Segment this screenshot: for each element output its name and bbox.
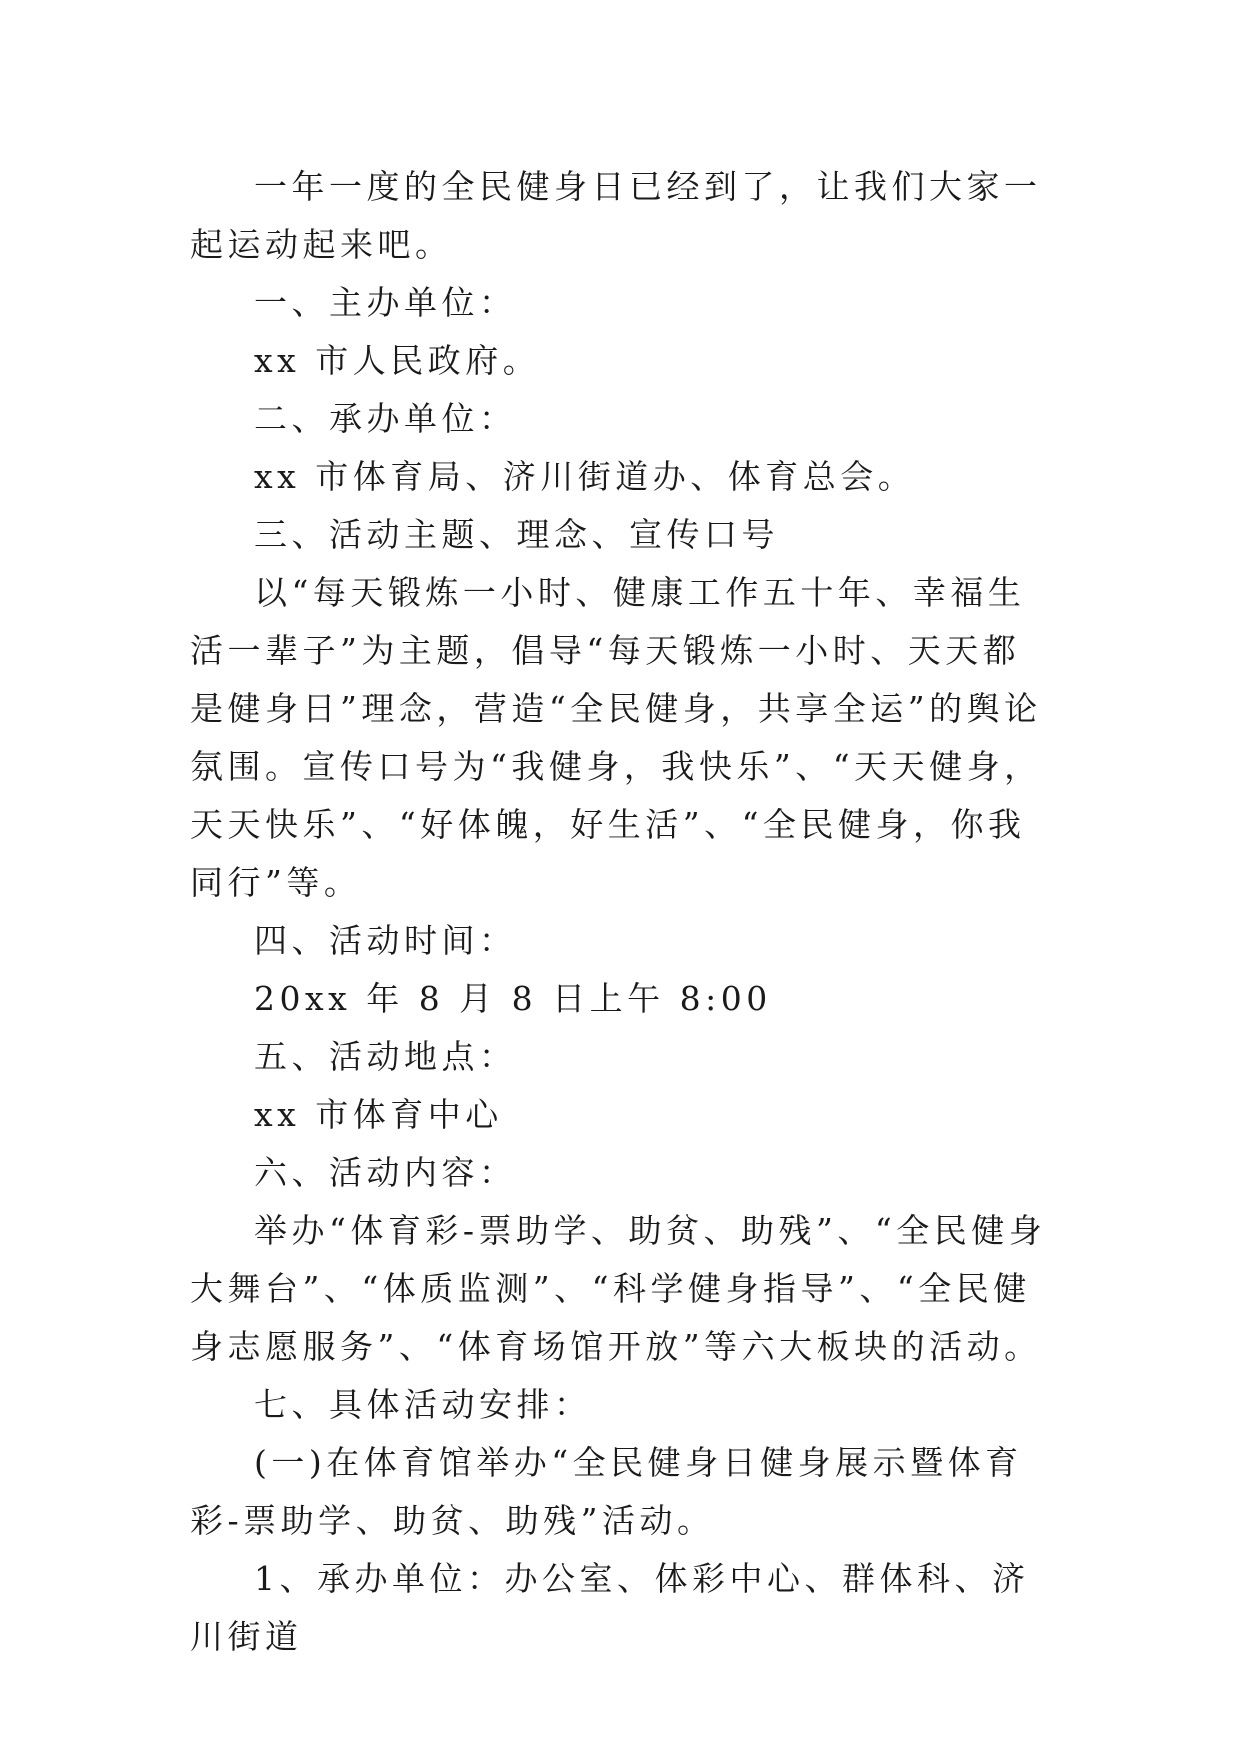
arrangement-item-1: (一)在体育馆举办“全民健身日健身展示暨体育彩-票助学、助贫、助残”活动。: [190, 1443, 1023, 1540]
section-heading-location: 五、活动地点：: [254, 1037, 517, 1076]
section-heading-theme: 三、活动主题、理念、宣传口号: [254, 515, 779, 554]
content-paragraph: 举办“体育彩-票助学、助贫、助残”、“全民健身大舞台”、“体质监测”、“科学健身指导”、“全民健身志愿服务”、“体育场馆开放”等六大板块的活动。: [190, 1211, 1047, 1366]
location-value: xx 市体育中心: [254, 1095, 503, 1134]
theme-paragraph: 以“每天锻炼一小时、健康工作五十年、幸福生活一辈子”为主题，倡导“每天锻炼一小时、天天都是健身日”理念，营造“全民健身，共享全运”的舆论氛围。宣传口号为“我健身，我快乐”、“天天健身，天天快乐”、“好体魄，好生活”、“全民健身，你我同行”等。: [190, 573, 1042, 902]
section-heading-arrangement: 七、具体活动安排：: [254, 1385, 592, 1424]
section-heading-content: 六、活动内容：: [254, 1153, 517, 1192]
document-body: [190, 158, 1050, 1666]
section-heading-time: 四、活动时间：: [254, 921, 517, 960]
undertaker-value: xx 市体育局、济川街道办、体育总会。: [254, 457, 916, 496]
intro-paragraph: 一年一度的全民健身日已经到了，让我们大家一起运动起来吧。: [190, 167, 1042, 264]
arrangement-subitem-1: 1、承办单位：办公室、体彩中心、群体科、济川街道: [190, 1559, 1030, 1656]
section-heading-undertaker: 二、承办单位：: [254, 399, 517, 438]
section-heading-organizer: 一、主办单位：: [254, 283, 517, 322]
organizer-value: xx 市人民政府。: [254, 341, 541, 380]
time-value: 20xx 年 8 月 8 日上午 8:00: [254, 979, 772, 1018]
